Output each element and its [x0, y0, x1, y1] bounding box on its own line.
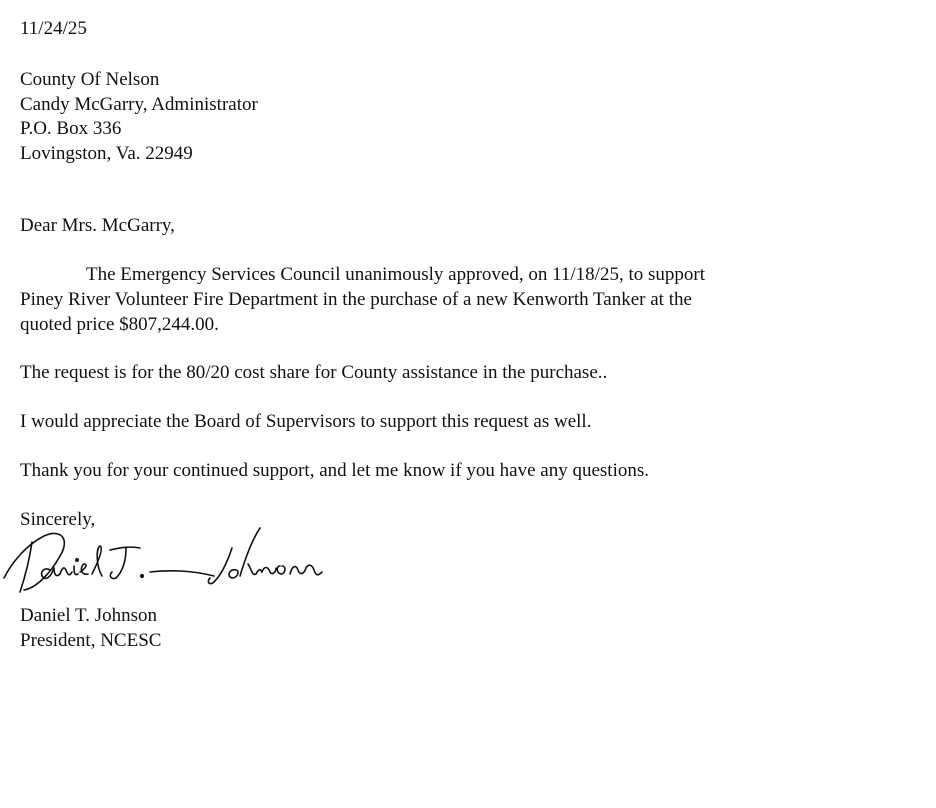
closing: Sincerely,	[20, 509, 96, 530]
paragraph-thank-you: Thank you for your continued support, and let me know if you have any questions.	[20, 460, 649, 481]
recipient-po-box: P.O. Box 336	[20, 118, 122, 139]
paragraph-board-request: I would appreciate the Board of Supervisors to support this request as well.	[20, 411, 592, 432]
paragraph-line: quoted price $807,244.00.	[20, 314, 219, 335]
recipient-name: County Of Nelson	[20, 69, 160, 90]
recipient-contact: Candy McGarry, Administrator	[20, 94, 258, 115]
paragraph-line: The Emergency Services Council unanimously approved, on 11/18/25, to support	[86, 264, 705, 285]
signer-title: President, NCESC	[20, 630, 162, 651]
letter-date: 11/24/25	[20, 18, 87, 39]
paragraph-cost-share: The request is for the 80/20 cost share for County assistance in the purchase..	[20, 362, 608, 383]
signer-name: Daniel T. Johnson	[20, 605, 158, 626]
paragraph-line: Piney River Volunteer Fire Department in the purchase of a new Kenworth Tanker at the	[20, 289, 692, 310]
salutation: Dear Mrs. McGarry,	[20, 215, 175, 236]
recipient-city-state-zip: Lovingston, Va. 22949	[20, 143, 193, 164]
